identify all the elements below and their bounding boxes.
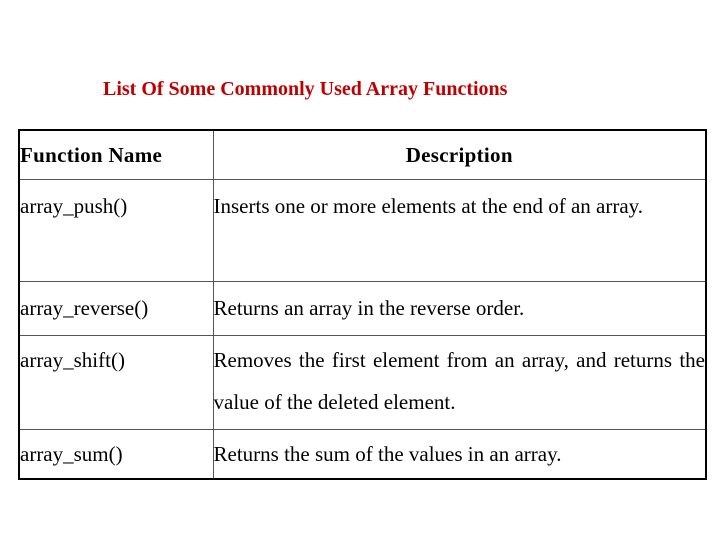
column-header-description: Description	[213, 130, 706, 180]
table-row	[19, 336, 706, 430]
function-name-cell: array_sum()	[19, 430, 213, 480]
page-title: List Of Some Commonly Used Array Functions	[103, 78, 508, 100]
description-cell: Inserts one or more elements at the end of an array.	[213, 180, 706, 282]
description-cell: Returns the sum of the values in an array.	[213, 430, 706, 480]
table-row	[19, 282, 706, 336]
description-cell: Removes the first element from an array, and returns the value of the deleted element.	[213, 336, 706, 430]
table-row	[19, 180, 706, 282]
function-name-cell: array_push()	[19, 180, 213, 282]
function-name-cell: array_shift()	[19, 336, 213, 430]
function-name-cell: array_reverse()	[19, 282, 213, 336]
table-header-row	[19, 130, 706, 180]
table-row	[19, 430, 706, 480]
array-functions-table	[18, 129, 707, 480]
column-header-function-name: Function Name	[19, 130, 213, 180]
description-cell: Returns an array in the reverse order.	[213, 282, 706, 336]
